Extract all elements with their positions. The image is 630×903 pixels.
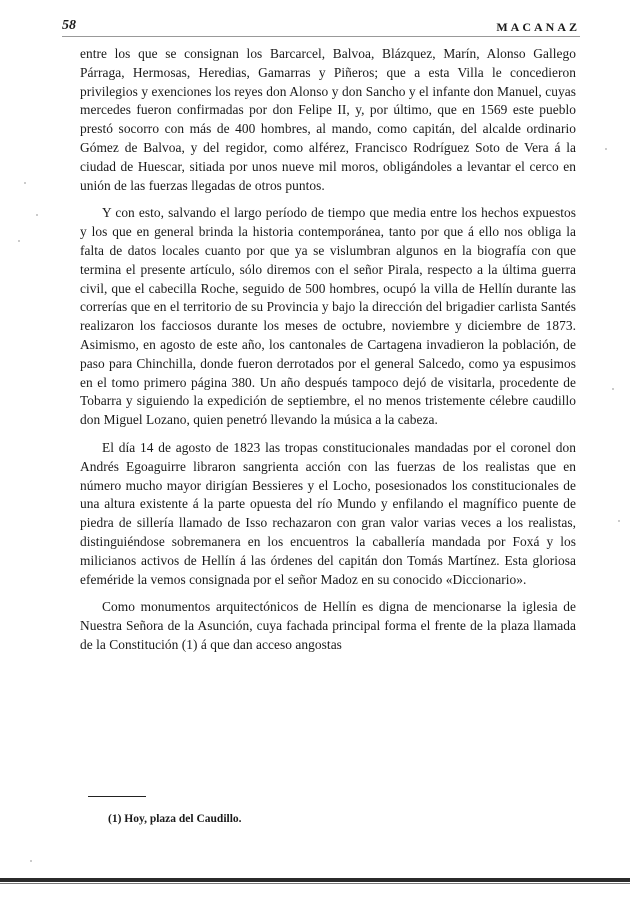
footnote-rule <box>88 796 146 797</box>
scan-speckle <box>24 182 26 184</box>
footnote: (1) Hoy, plaza del Caudillo. <box>108 813 242 825</box>
header-rule <box>62 36 580 37</box>
scan-speckle <box>612 388 614 390</box>
page-header <box>62 18 580 36</box>
scan-speckle <box>36 214 38 216</box>
body-text <box>80 45 576 664</box>
scan-edge-line <box>0 883 630 884</box>
scan-speckle <box>18 240 20 242</box>
scan-edge-bar <box>0 878 630 882</box>
paragraph-4: Como monumentos arquitectónicos de Hellín es digna de mencionarse la iglesia de Nuestra Señora de la Asunción, cuya fachada principal forma el frente de la plaza llamada de la Constitución (1) á que dan acceso angostas <box>80 599 576 652</box>
running-head: MACANAZ <box>496 20 580 34</box>
page-number: 58 <box>62 18 76 33</box>
scan-speckle <box>605 148 607 150</box>
paragraph-3: El día 14 de agosto de 1823 las tropas constitucionales mandadas por el coronel don Andrés Egoaguirre libraron sangrienta acción con las fuerzas de los realistas que en número mucho mayor dirigían Bessieres y el Locho, posesionados los constitucionales de una altura existente á la parte opuesta del río Mundo y enfilando el magnífico puente de piedra de sillería llamado de Isso rechazaron con gran valor varias veces a los realistas, distinguiéndose sobremanera en los encuentros la caballería mandada por Foxá y los milicianos activos de Hellín á las órdenes del capitán don Tomás Martínez. Esta gloriosa efeméride la vemos consignada por el señor Madoz en su conocido «Diccionario». <box>80 439 576 587</box>
paragraph-1: entre los que se consignan los Barcarcel, Balvoa, Blázquez, Marín, Alonso Gallego Párraga, Hermosas, Heredias, Gamarras y Piñeros; que a esta Villa le concedieron privilegios y exenciones los reyes don Alonso y don Sancho y el infante don Manuel, cuyas mercedes fueron confirmadas por don Felipe II, y, por último, que en 1569 este pueblo prestó socorro con más de 400 hombres, al mando, como capitán, del alcalde ordinario Gómez de Balvoa, y del regidor, como alférez, Francisco Rodríguez Soto de Vera á la ciudad de Huescar, sitiada por unos nueve mil moros, obligándoles a levantar el cerco en unión de las fuerzas llegadas de otros puntos. <box>80 46 576 193</box>
paragraph-2: Y con esto, salvando el largo período de tiempo que media entre los hechos expuestos y los que en general brinda la historia contemporánea, tanto por que á ello nos obliga la falta de datos locales cuanto por que ya se vislumbran algunos en la biografía con que termina el presente artículo, sólo diremos con el señor Pirala, respecto a la última guerra civil, que el cabecilla Roche, seguido de 500 hombres, ocupó la villa de Hellín durante las correrías que en el territorio de su Provincia y bajo la dirección del brigadier carlista Santés realizaron los facciosos durante los meses de octubre, noviembre y diciembre de 1873. Asimismo, en agosto de este año, los cantonales de Cartagena invadieron la población, de paso para Chinchilla, donde fueron derrotados por el general Salcedo, como ya espusimos en el tomo primero página 380. Un año después tampoco dejó de visitarla, procedente de Tobarra y siguiendo la expedición de septiembre, el no menos tristemente célebre caudillo don Miguel Lozano, quien penetró llevando la música a la cabeza. <box>80 205 576 428</box>
scan-speckle <box>30 860 32 862</box>
scan-speckle <box>618 520 620 522</box>
